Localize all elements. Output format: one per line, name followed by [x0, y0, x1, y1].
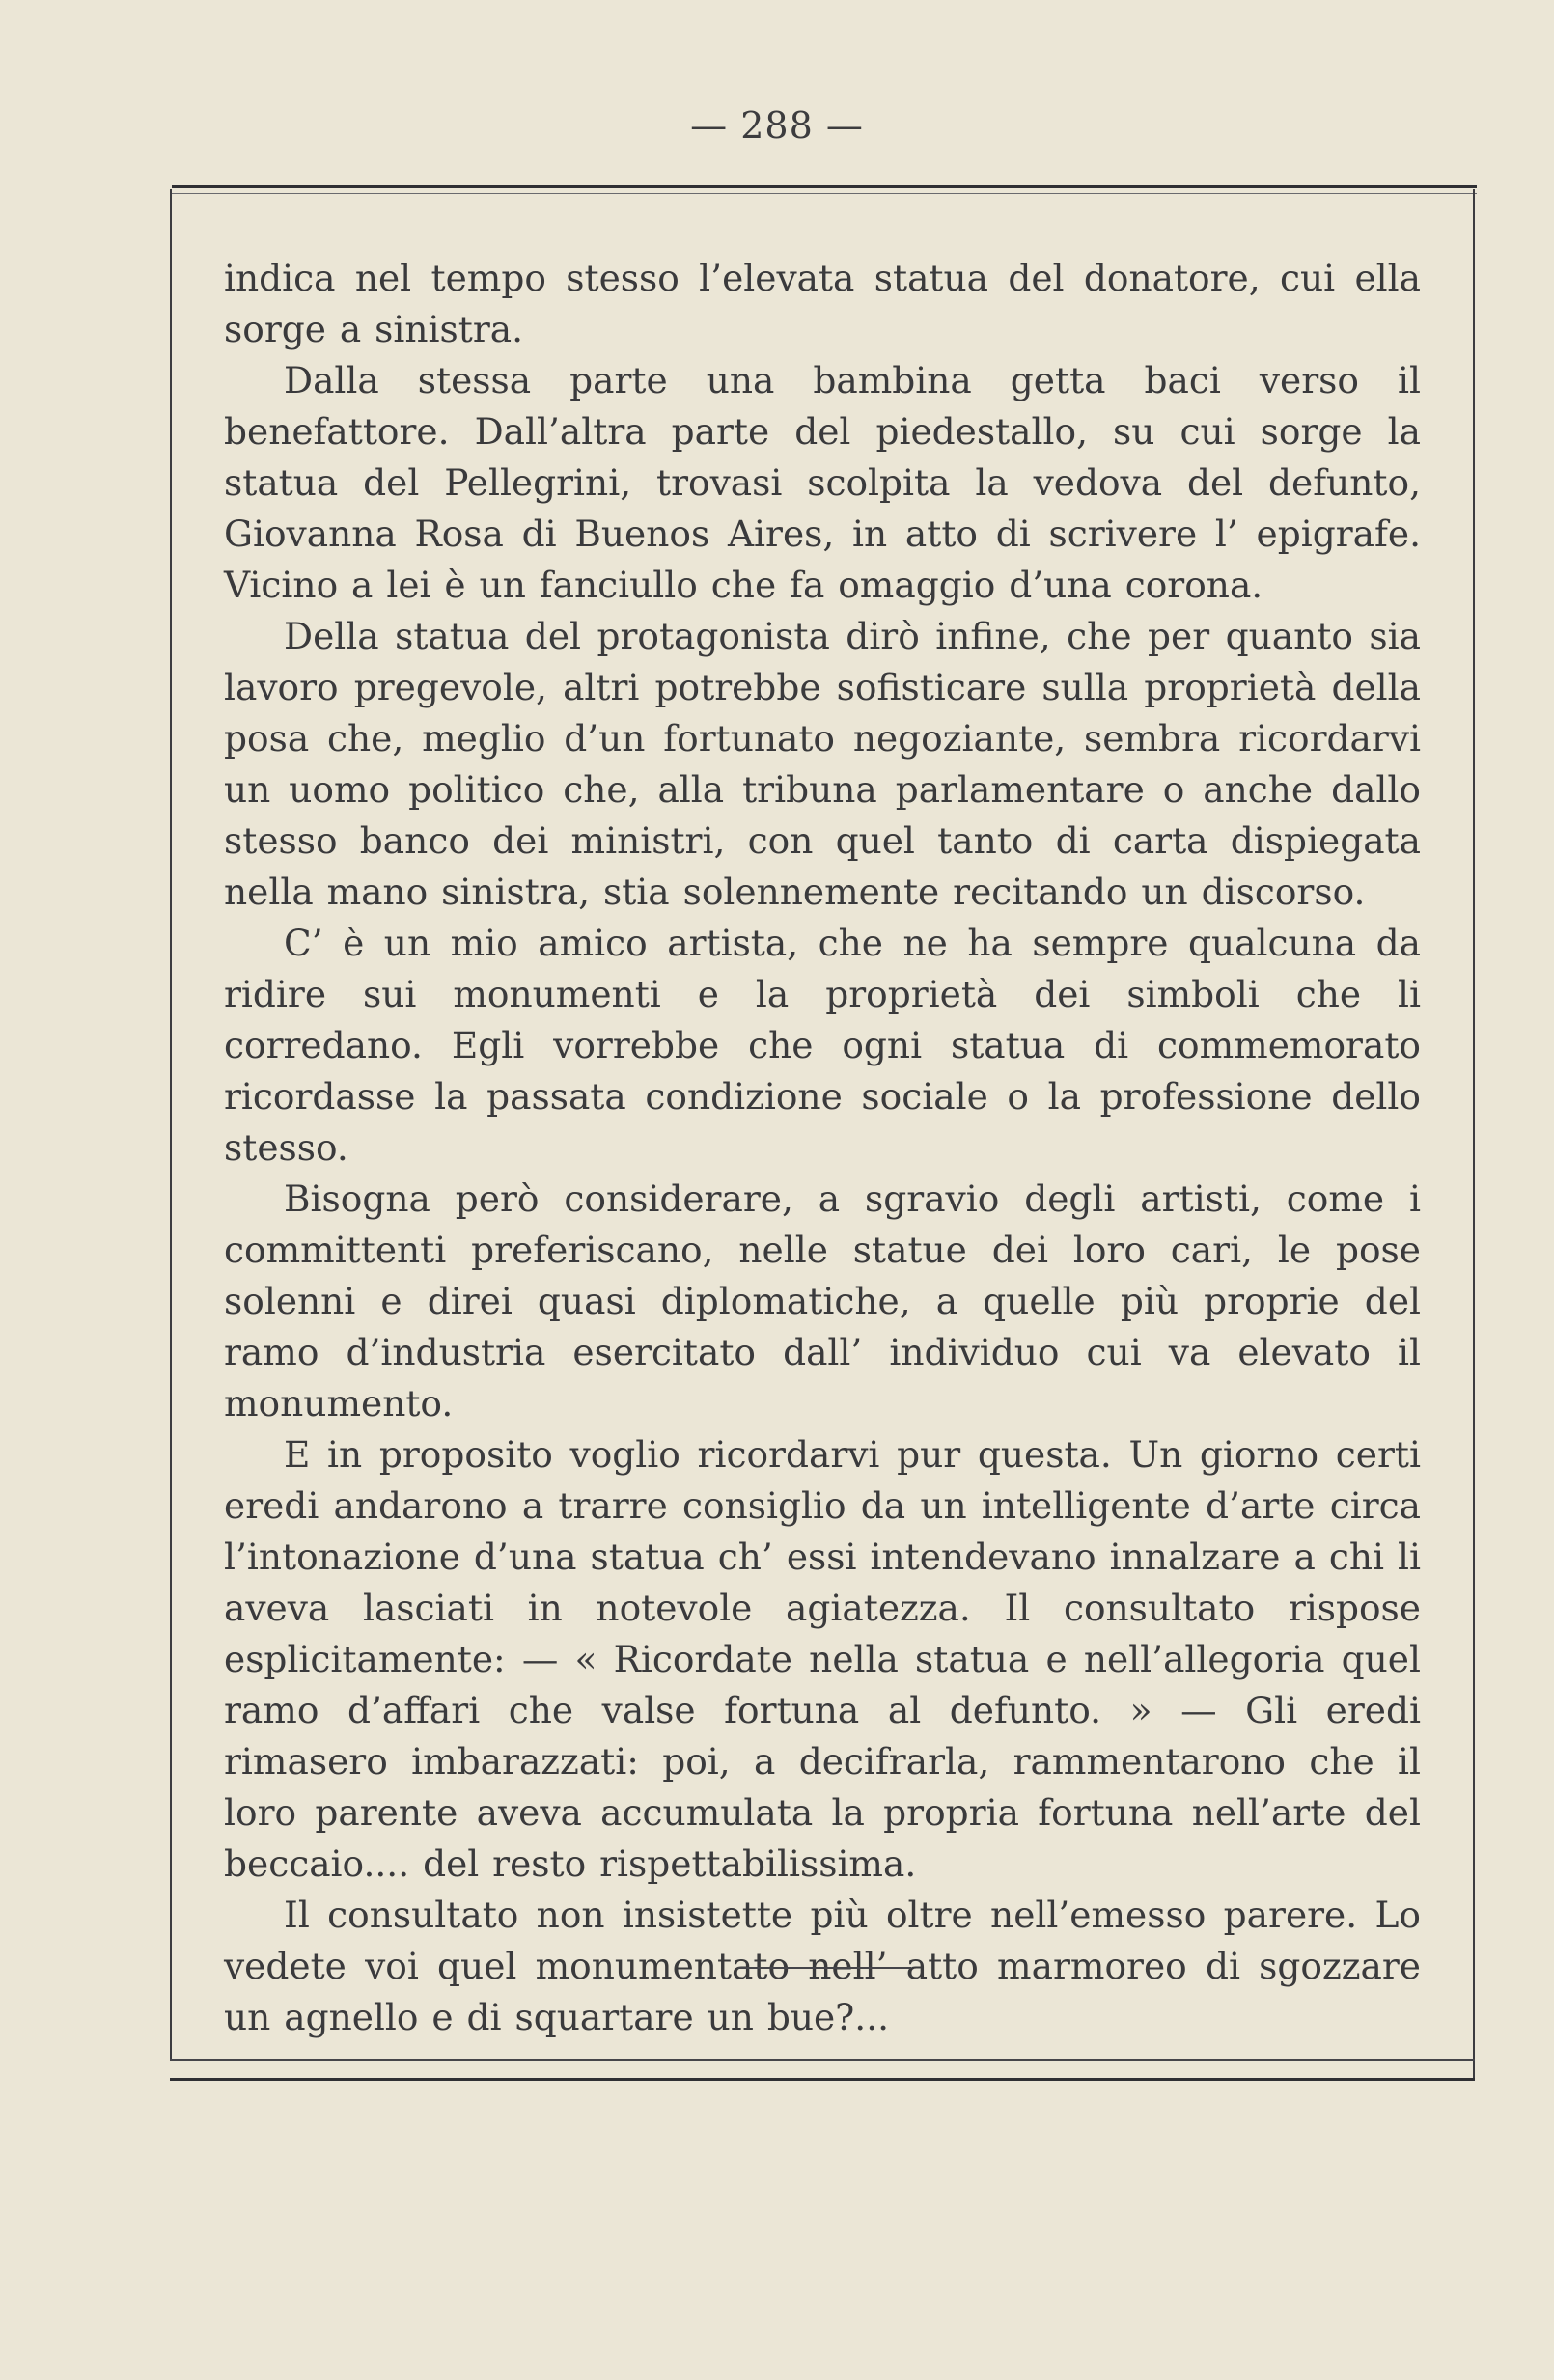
- frame-top-rule: [172, 185, 1477, 188]
- body-text: [224, 253, 1421, 2043]
- section-end-rule: [737, 1967, 911, 1969]
- frame-bottom-rule-thick: [170, 2078, 1475, 2081]
- page-number: — 288 —: [690, 104, 864, 147]
- frame-bottom-rule: [170, 2059, 1475, 2061]
- paragraph-2: Dalla stessa parte una bambina getta baci verso il benefattore. Dall’altra parte del piedestallo, su cui sorge la statua del Pellegrini, trovasi scolpita la vedova del defunto, Giovanna Rosa di Buenos Aires, in atto di scrivere l’ epigrafe. Vicino a lei è un fanciullo che fa omaggio d’una corona.: [224, 359, 1421, 606]
- paragraph-3: Della statua del protagonista dirò infine, che per quanto sia lavoro pregevole, altri potrebbe sofisticare sulla proprietà della posa che, meglio d’un fortunato negoziante, sembra ricordarvi un uomo politico che, alla tribuna parlamentare o anche dallo stesso banco dei ministri, con quel tanto di carta dispiegata nella mano sinistra, stia solennemente recitando un discorso.: [224, 615, 1421, 913]
- frame-left-rule: [170, 189, 172, 2060]
- paragraph-1: indica nel tempo stesso l’elevata statua del donatore, cui ella sorge a sinistra.: [224, 257, 1421, 350]
- frame-right-rule: [1473, 189, 1475, 2081]
- paragraph-5: Bisogna però considerare, a sgravio degli artisti, come i committenti preferiscano, nelle statue dei loro cari, le pose solenni e direi quasi diplomatiche, a quelle più proprie del ramo d’industria esercitato dall’ individuo cui va elevato il monumento.: [224, 1177, 1421, 1425]
- paragraph-7: Il consultato non insistette più oltre nell’emesso parere. Lo vedete voi quel monumentato nell’ atto marmoreo di sgozzare un agnello e di squartare un bue?...: [224, 1894, 1421, 2038]
- frame-top-rule-thin: [172, 193, 1477, 194]
- paragraph-6: E in proposito voglio ricordarvi pur questa. Un giorno certi eredi andarono a trarre consiglio da un intelligente d’arte circa l’intonazione d’una statua ch’ essi intendevano innalzare a chi li aveva lasciati in notevole agiatezza. Il consultato rispose esplicitamente: — « Ricordate nella statua e nell’allegoria quel ramo d’affari che valse fortuna al defunto. » — Gli eredi rimasero imbarazzati: poi, a decifrarla, rammentarono che il loro parente aveva accumulata la propria fortuna nell’arte del beccaio.... del resto rispettabilissima.: [224, 1433, 1421, 1885]
- paragraph-4: C’ è un mio amico artista, che ne ha sempre qualcuna da ridire sui monumenti e la proprietà dei simboli che li corredano. Egli vorrebbe che ogni statua di commemorato ricordasse la passata condizione sociale o la professione dello stesso.: [224, 922, 1421, 1169]
